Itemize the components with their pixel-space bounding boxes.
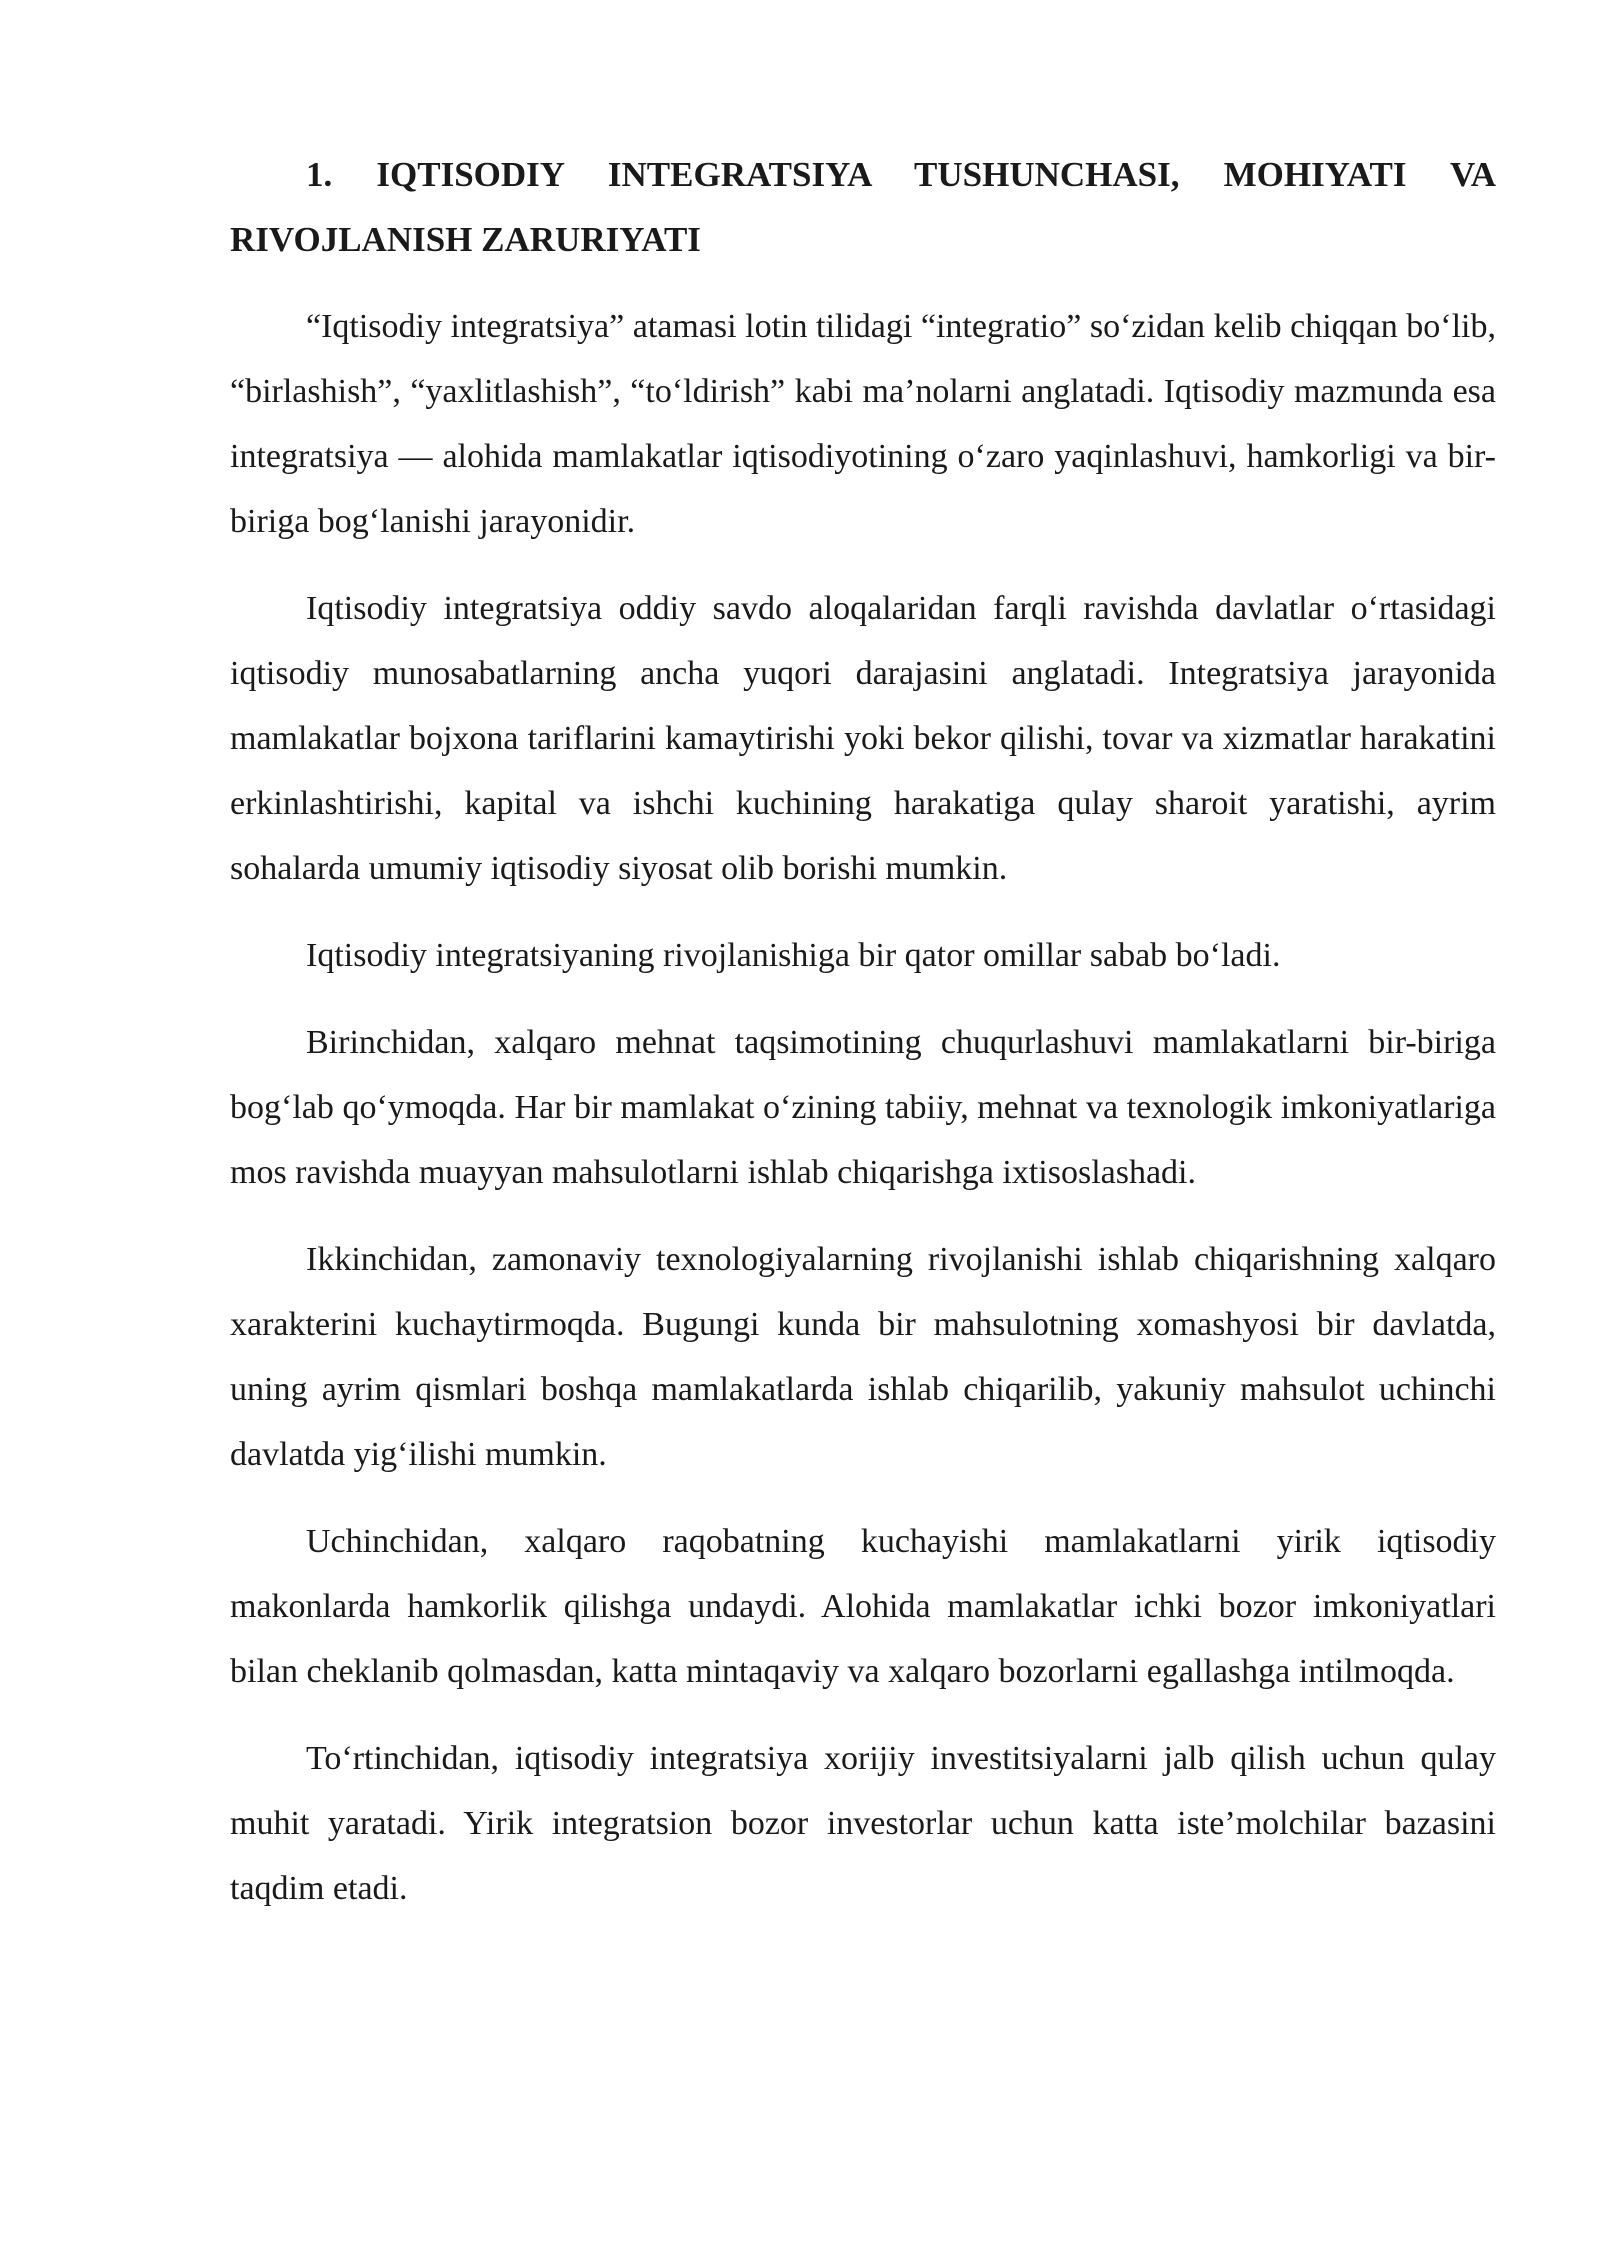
paragraph-factor-second: Ikkinchidan, zamonaviy texnologiyalarning rivojlanishi ishlab chiqarishning xalqaro xarakterini kuchaytirmoqda. Bugungi kunda bir mahsulotning xomashyosi bir davlatda, uning ayrim qismlari boshqa mamlakatlarda ishlab chiqarilib, yakuniy mahsulot uchinchi davlatda yig‘ilishi mumkin. — [230, 1241, 1496, 1473]
paragraph-integration-vs-trade: Iqtisodiy integratsiya oddiy savdo aloqalaridan farqli ravishda davlatlar o‘rtasidagi iqtisodiy munosabatlarning ancha yuqori darajasini anglatadi. Integratsiya jarayonida mamlakatlar bojxona tariflarini kamaytirishi yoki bekor qilishi, tovar va xizmatlar harakatini erkinlashtirishi, kapital va ishchi kuchining harakatiga qulay sharoit yaratishi, ayrim sohalarda umumiy iqtisodiy siyosat olib borishi mumkin. — [230, 590, 1496, 887]
paragraph-factors-intro: Iqtisodiy integratsiyaning rivojlanishiga bir qator omillar sabab bo‘ladi. — [306, 937, 1281, 974]
paragraph-factor-first: Birinchidan, xalqaro mehnat taqsimotining chuqurlashuvi mamlakatlarni bir-biriga bog‘lab qo‘ymoqda. Har bir mamlakat o‘zining tabiiy, mehnat va texnologik imkoniyatlariga mos ravishda muayyan mahsulotlarni ishlab chiqarishga ixtisoslashadi. — [230, 1024, 1496, 1191]
section-heading: 1. IQTISODIY INTEGRATSIYA TUSHUNCHASI, MOHIYATI VA RIVOJLANISH ZARURIYATI — [230, 155, 1496, 259]
paragraph-factor-fourth: To‘rtinchidan, iqtisodiy integratsiya xorijiy investitsiyalarni jalb qilish uchun qulay muhit yaratadi. Yirik integratsion bozor investorlar uchun katta iste’molchilar bazasini taqdim etadi. — [230, 1740, 1496, 1907]
paragraph-definition: “Iqtisodiy integratsiya” atamasi lotin tilidagi “integratio” so‘zidan kelib chiqqan bo‘lib, “birlashish”, “yaxlitlashish”, “to‘ldirish” kabi ma’nolarni anglatadi. Iqtisodiy mazmunda esa integratsiya — alohida mamlakatlar iqtisodiyotining o‘zaro yaqinlashuvi, hamkorligi va bir-biriga bog‘lanishi jarayonidir. — [230, 308, 1496, 540]
paragraph-factor-third: Uchinchidan, xalqaro raqobatning kuchayishi mamlakatlarni yirik iqtisodiy makonlarda hamkorlik qilishga undaydi. Alohida mamlakatlar ichki bozor imkoniyatlari bilan cheklanib qolmasdan, katta mintaqaviy va xalqaro bozorlarni egallashga intilmoqda. — [230, 1523, 1496, 1690]
